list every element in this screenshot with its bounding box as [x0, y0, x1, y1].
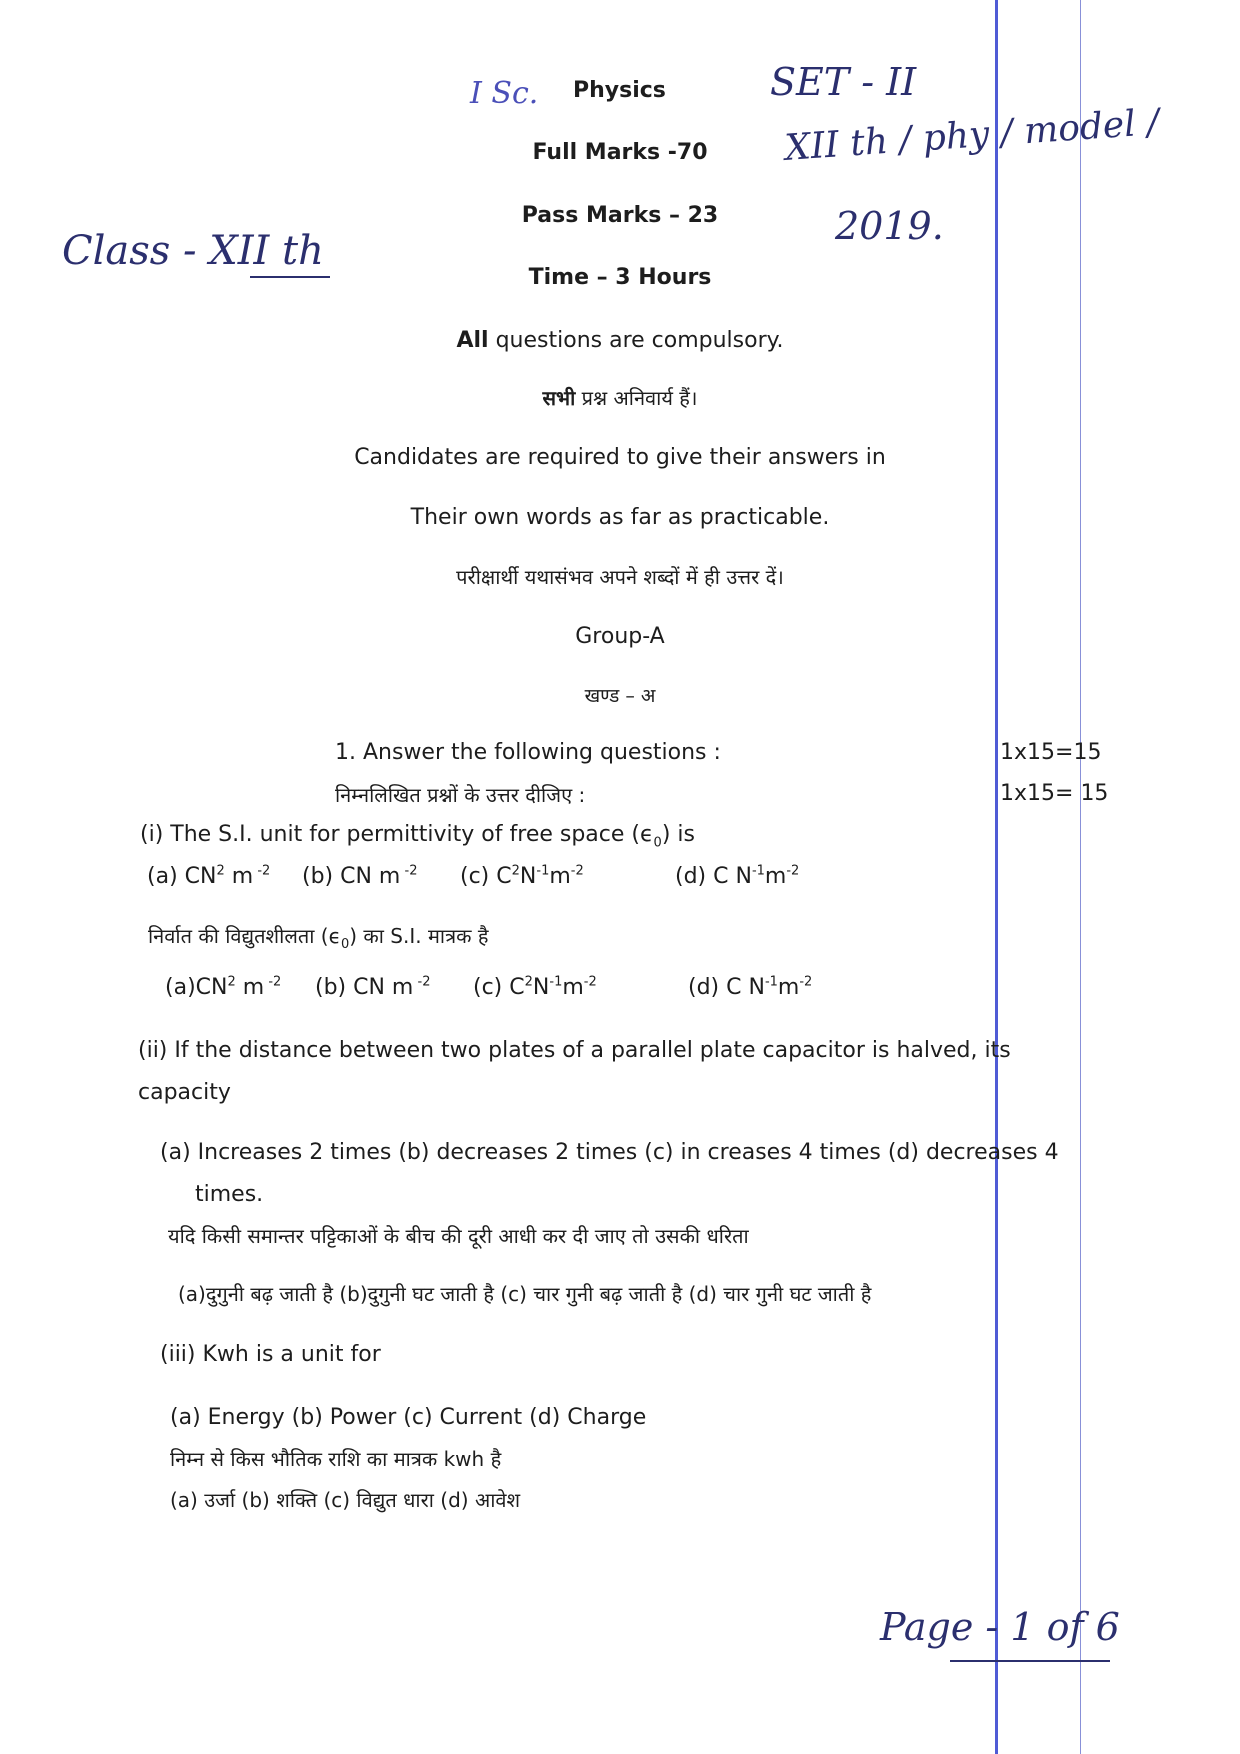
qi-opt-c-sup3: -2 — [570, 863, 584, 879]
qi-opt-a-sup: 2 — [216, 863, 225, 879]
qi-hi-opt-d-sup1: -1 — [764, 974, 778, 990]
set-annotation: SET - II — [770, 60, 917, 104]
q1-heading-hindi: निम्नलिखित प्रश्नों के उत्तर दीजिए : — [335, 783, 586, 807]
own-words-line-2: Their own words as far as practicable. — [410, 505, 830, 530]
qi-opt-c-n: N — [519, 864, 537, 889]
qi-opt-a-text: (a) CN — [147, 864, 217, 889]
qi-opt-d-m: m — [764, 864, 787, 889]
qi-symbol-sub: 0 — [653, 835, 662, 851]
qi-opt-c-text: (c) C — [460, 864, 512, 889]
code-annotation: XII th / phy / model / — [783, 101, 1161, 169]
qi-opt-d-text: (d) C N — [675, 864, 752, 889]
compulsory-bold: All — [456, 328, 489, 353]
qi-hi-opt-c-n: N — [532, 975, 550, 1000]
qi-hi-symbol-sub: 0 — [340, 937, 350, 952]
qi-hi-opt-b-text: (b) CN m — [315, 975, 414, 1000]
compulsory-instruction — [0, 328, 1240, 353]
qi-hi-opt-d-m: m — [777, 975, 800, 1000]
subject-title: Physics — [573, 78, 666, 103]
qi-hi-option-a — [165, 975, 281, 1000]
qi-hi-opt-b-sup: -2 — [413, 974, 431, 990]
qi-opt-c-m: m — [549, 864, 571, 889]
qi-option-a — [147, 864, 270, 889]
qii-options-line-1: (a) Increases 2 times (b) decreases 2 times (c) in creases 4 times (d) decreases 4 — [160, 1140, 1059, 1165]
qi-hi-option-b — [315, 975, 430, 1000]
compulsory-hi-bold: सभी — [542, 386, 576, 410]
full-marks: Full Marks -70 — [532, 140, 708, 165]
qi-option-c — [460, 864, 584, 889]
qiii-options-hindi: (a) उर्जा (b) शक्ति (c) विद्युत धारा (d) आवेश — [170, 1488, 521, 1512]
qi-option-b — [302, 864, 417, 889]
time-allowed: Time – 3 Hours — [528, 265, 712, 290]
qi-hi-opt-c-sup1: 2 — [524, 974, 533, 990]
qiii-text-hindi: निम्न से किस भौतिक राशि का मात्रक kwh है — [170, 1447, 502, 1471]
qi-symbol: ϵ — [640, 822, 654, 847]
qi-hi-opt-a-m: m — [235, 975, 265, 1000]
compulsory-rest: questions are compulsory. — [488, 328, 784, 353]
qi-opt-a-m: m — [224, 864, 254, 889]
qi-hi-opt-a-text: (a)CN — [165, 975, 228, 1000]
compulsory-instruction-hindi — [0, 384, 1240, 411]
qi-hi-opt-d-text: (d) C N — [688, 975, 765, 1000]
qi-hi-opt-a-m-sup: -2 — [264, 974, 282, 990]
isc-annotation: I Sc. — [470, 76, 539, 111]
margin-line-secondary — [1080, 0, 1081, 1754]
qi-text — [140, 822, 695, 851]
qi-text-post: ) is — [661, 822, 695, 847]
qii-text-hindi: यदि किसी समान्तर पट्टिकाओं के बीच की दूरी आधी कर दी जाए तो उसकी धरिता — [168, 1224, 749, 1248]
own-words-hindi: परीक्षार्थी यथासंभव अपने शब्दों में ही उत्तर दें। — [456, 565, 784, 589]
group-title-hindi: खण्ड – अ — [584, 685, 656, 707]
own-words-line-1: Candidates are required to give their answers in — [354, 445, 886, 470]
qi-opt-d-sup2: -2 — [786, 863, 800, 879]
group-title: Group-A — [575, 624, 665, 649]
class-annotation: Class - XII th — [62, 228, 324, 274]
qi-hi-opt-d-sup2: -2 — [799, 974, 813, 990]
qi-hi-symbol: ϵ — [328, 924, 341, 948]
qi-hi-opt-a-sup: 2 — [227, 974, 236, 990]
qi-opt-a-m-sup: -2 — [253, 863, 271, 879]
compulsory-hi-rest: प्रश्न अनिवार्य हैं। — [575, 386, 698, 410]
q1-marks-hindi: 1x15= 15 — [1000, 781, 1109, 806]
qi-hi-opt-c-sup3: -2 — [583, 974, 597, 990]
qi-hi-pre: निर्वात की विद्युतशीलता ( — [148, 924, 329, 948]
qi-hi-opt-c-m: m — [562, 975, 584, 1000]
qiii-text: (iii) Kwh is a unit for — [160, 1342, 381, 1367]
year-annotation: 2019. — [835, 204, 944, 248]
page-annotation: Page - 1 of 6 — [880, 1605, 1120, 1649]
page-underline — [950, 1660, 1110, 1662]
qi-text-pre: (i) The S.I. unit for permittivity of free space ( — [140, 822, 640, 847]
margin-line-primary — [995, 0, 998, 1754]
qi-text-hindi — [148, 922, 489, 952]
qi-hi-post: ) का S.I. मात्रक है — [349, 924, 489, 948]
qi-hi-option-d — [688, 975, 812, 1000]
qi-opt-b-text: (b) CN m — [302, 864, 401, 889]
qiii-options: (a) Energy (b) Power (c) Current (d) Charge — [170, 1405, 647, 1430]
qii-options-line-2: times. — [195, 1182, 264, 1207]
qi-hi-opt-c-sup2: -1 — [549, 974, 563, 990]
qi-hi-opt-c-text: (c) C — [473, 975, 525, 1000]
qi-opt-b-sup: -2 — [400, 863, 418, 879]
qi-option-d — [675, 864, 799, 889]
qi-opt-c-sup2: -1 — [536, 863, 550, 879]
qii-options-hindi: (a)दुगुनी बढ़ जाती है (b)दुगुनी घट जाती है (c) चार गुनी बढ़ जाती है (d) चार गुनी घट जाती है — [178, 1282, 872, 1306]
qi-opt-d-sup1: -1 — [751, 863, 765, 879]
q1-marks: 1x15=15 — [1000, 740, 1102, 765]
qii-text-line-1: (ii) If the distance between two plates of a parallel plate capacitor is halved, its — [138, 1038, 1011, 1063]
pass-marks: Pass Marks – 23 — [521, 203, 719, 228]
qii-text-line-2: capacity — [138, 1080, 231, 1105]
q1-heading: 1. Answer the following questions : — [335, 740, 721, 765]
qi-opt-c-sup1: 2 — [511, 863, 520, 879]
qi-hi-option-c — [473, 975, 597, 1000]
